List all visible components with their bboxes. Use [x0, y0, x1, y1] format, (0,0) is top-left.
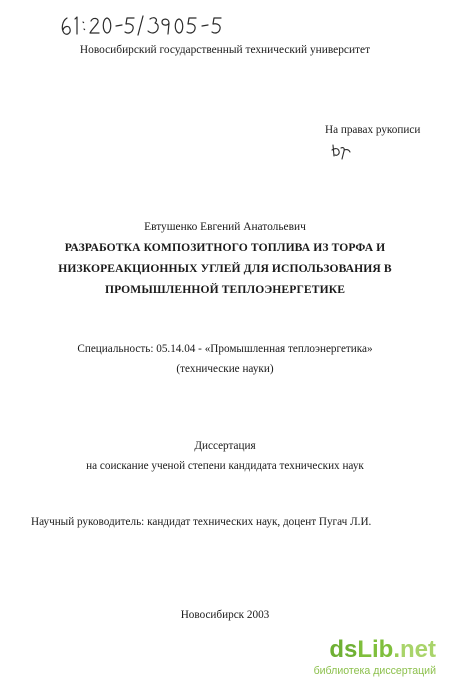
dissertation-purpose: на соискание ученой степени кандидата технических наук — [86, 460, 364, 472]
dslib-watermark — [313, 636, 442, 678]
dslib-logo — [329, 638, 436, 662]
logo-dot: . — [393, 636, 400, 663]
specialty-line: Специальность: 05.14.04 - «Промышленная теплоэнергетика» — [77, 343, 373, 355]
dissertation-type: Диссертация — [194, 440, 256, 452]
signature-mark — [330, 141, 352, 161]
handwritten-archive-code — [58, 12, 248, 38]
scientific-supervisor: Научный руководитель: кандидат технических наук, доцент Пугач Л.И. — [31, 516, 372, 528]
author-name: Евтушенко Евгений Анатольевич — [144, 221, 306, 233]
watermark-tagline: библиотека диссертаций — [313, 665, 436, 677]
thesis-title-line-2: НИЗКОРЕАКЦИОННЫХ УГЛЕЙ ДЛЯ ИСПОЛЬЗОВАНИЯ В — [58, 262, 392, 275]
university-name: Новосибирский государственный технический университет — [79, 44, 371, 56]
specialty-field: (технические науки) — [176, 363, 274, 375]
logo-lib: Lib — [357, 636, 394, 663]
rights-notice: На правах рукописи — [325, 124, 421, 136]
logo-ds: ds — [329, 636, 358, 663]
logo-net: net — [400, 636, 436, 663]
thesis-title-line-1: РАЗРАБОТКА КОМПОЗИТНОГО ТОПЛИВА ИЗ ТОРФА И — [64, 241, 386, 254]
thesis-title-line-3: ПРОМЫШЛЕННОЙ ТЕПЛОЭНЕРГЕТИКЕ — [104, 283, 346, 296]
city-year: Новосибирск 2003 — [180, 609, 270, 621]
